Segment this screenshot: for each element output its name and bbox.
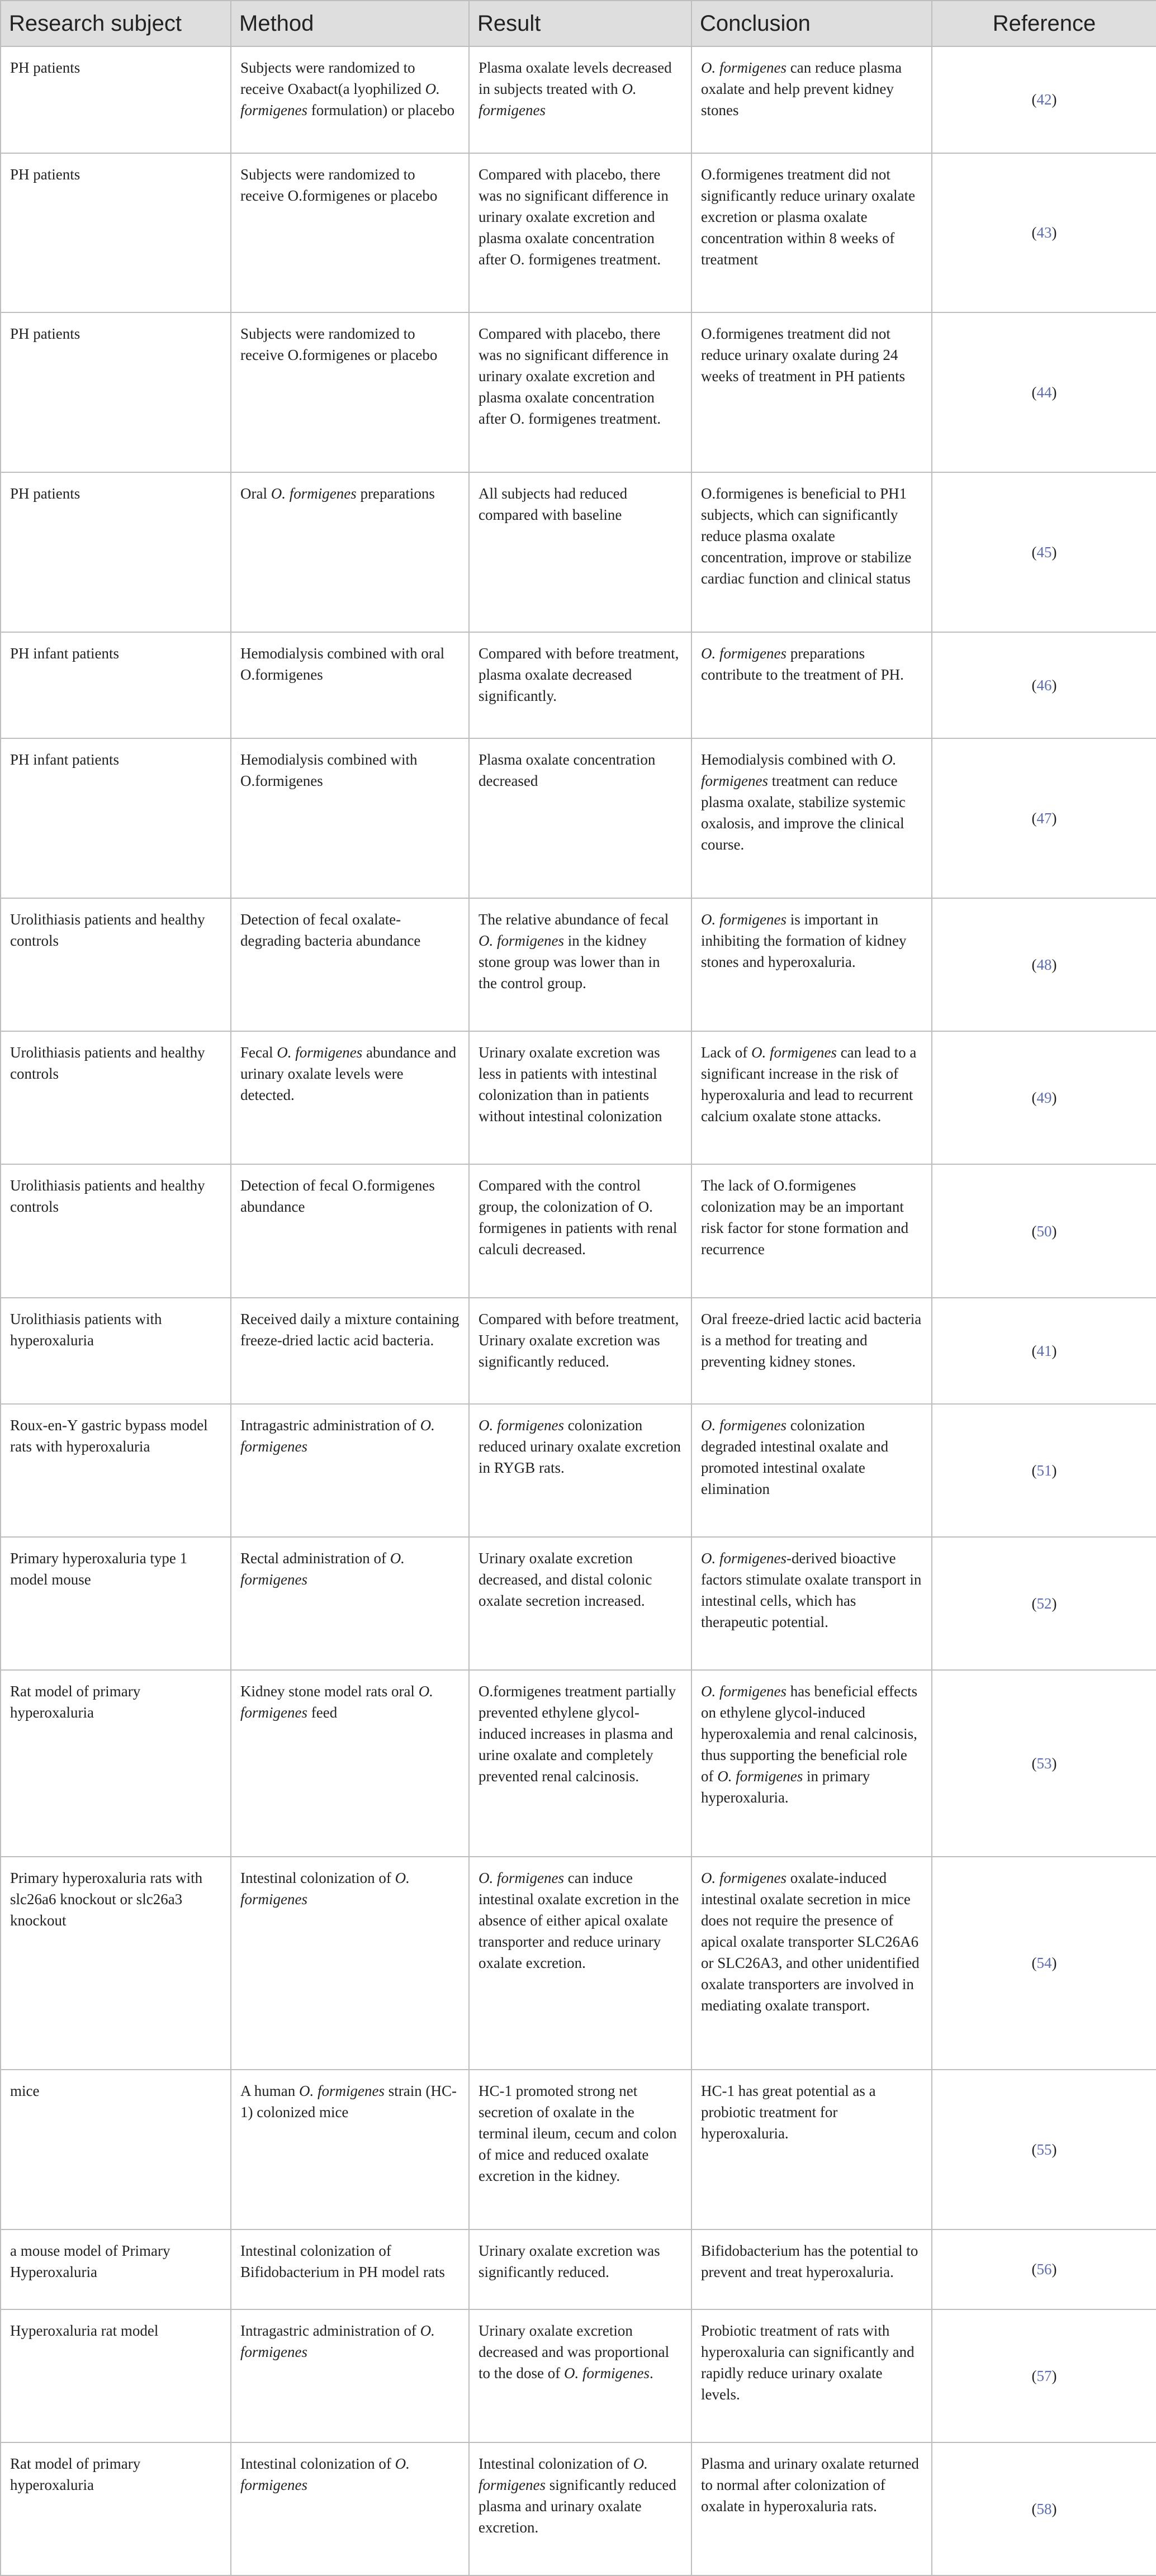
table-row <box>1 898 1156 1031</box>
cell-conclusion: Probiotic treatment of rats with hyperoxaluria can significantly and rapidly reduce urinary oxalate levels. <box>691 2309 932 2442</box>
cell-result: O. formigenes colonization reduced urinary oxalate excretion in RYGB rats. <box>469 1404 691 1537</box>
cell-result: O. formigenes can induce intestinal oxalate excretion in the absence of either apical oxalate transporter and reduce urinary oxalate excretion. <box>469 1857 691 2070</box>
cell-research-subject: Rat model of primary hyperoxaluria <box>1 1670 231 1856</box>
cell-result: HC-1 promoted strong net secretion of oxalate in the terminal ileum, cecum and colon of mice and reduced oxalate excretion in the kidney. <box>469 2070 691 2229</box>
cell-result: Compared with before treatment, plasma oxalate decreased significantly. <box>469 632 691 739</box>
table-row <box>1 1857 1156 2070</box>
table-row <box>1 153 1156 313</box>
cell-reference: (42) <box>932 46 1156 153</box>
reference-link[interactable]: 55 <box>1036 2141 1052 2158</box>
table-row <box>1 46 1156 153</box>
cell-method: Intragastric administration of O. formigenes <box>231 1404 469 1537</box>
cell-result: Compared with placebo, there was no significant difference in urinary oxalate excretion and plasma oxalate concentration after O. formigenes treatment. <box>469 153 691 313</box>
header-result: Result <box>469 1 691 46</box>
reference-link[interactable]: 53 <box>1036 1755 1052 1772</box>
reference-link[interactable]: 52 <box>1036 1595 1052 1612</box>
cell-conclusion: O. formigenes colonization degraded intestinal oxalate and promoted intestinal oxalate elimination <box>691 1404 932 1537</box>
reference-link[interactable]: 46 <box>1036 677 1052 694</box>
cell-method: Detection of fecal O.formigenes abundance <box>231 1164 469 1297</box>
cell-research-subject: PH infant patients <box>1 738 231 898</box>
cell-research-subject: mice <box>1 2070 231 2229</box>
cell-conclusion: O. formigenes-derived bioactive factors stimulate oxalate transport in intestinal cells, which has therapeutic potential. <box>691 1537 932 1670</box>
cell-reference: (46) <box>932 632 1156 739</box>
cell-research-subject: Primary hyperoxaluria rats with slc26a6 knockout or slc26a3 knockout <box>1 1857 231 2070</box>
cell-research-subject: PH patients <box>1 153 231 313</box>
cell-conclusion: O. formigenes is important in inhibiting the formation of kidney stones and hyperoxaluria. <box>691 898 932 1031</box>
table-row <box>1 1670 1156 1856</box>
table-row <box>1 1298 1156 1405</box>
cell-method: Rectal administration of O. formigenes <box>231 1537 469 1670</box>
cell-method: Subjects were randomized to receive O.formigenes or placebo <box>231 153 469 313</box>
cell-conclusion: HC-1 has great potential as a probiotic treatment for hyperoxaluria. <box>691 2070 932 2229</box>
cell-conclusion: Lack of O. formigenes can lead to a significant increase in the risk of hyperoxaluria and lead to recurrent calcium oxalate stone attacks. <box>691 1031 932 1164</box>
cell-result: All subjects had reduced compared with baseline <box>469 472 691 632</box>
cell-reference: (53) <box>932 1670 1156 1856</box>
cell-method: Intestinal colonization of Bifidobacterium in PH model rats <box>231 2229 469 2309</box>
cell-result: Urinary oxalate excretion was significantly reduced. <box>469 2229 691 2309</box>
table-row <box>1 312 1156 472</box>
cell-conclusion: Plasma and urinary oxalate returned to normal after colonization of oxalate in hyperoxaluria rats. <box>691 2442 932 2575</box>
reference-link[interactable]: 45 <box>1036 543 1052 561</box>
cell-research-subject: PH infant patients <box>1 632 231 739</box>
table-row <box>1 1164 1156 1297</box>
cell-reference: (47) <box>932 738 1156 898</box>
header-research-subject: Research subject <box>1 1 231 46</box>
cell-method: Subjects were randomized to receive O.formigenes or placebo <box>231 312 469 472</box>
reference-link[interactable]: 42 <box>1036 91 1052 108</box>
cell-method: Detection of fecal oxalate-degrading bacteria abundance <box>231 898 469 1031</box>
cell-research-subject: Rat model of primary hyperoxaluria <box>1 2442 231 2575</box>
table-row <box>1 2229 1156 2309</box>
cell-conclusion: The lack of O.formigenes colonization may be an important risk factor for stone formation and recurrence <box>691 1164 932 1297</box>
cell-reference: (55) <box>932 2070 1156 2229</box>
reference-link[interactable]: 58 <box>1036 2500 1052 2517</box>
cell-result: Urinary oxalate excretion was less in patients with intestinal colonization than in patients without intestinal colonization <box>469 1031 691 1164</box>
cell-conclusion: Bifidobacterium has the potential to prevent and treat hyperoxaluria. <box>691 2229 932 2309</box>
reference-link[interactable]: 57 <box>1036 2367 1052 2384</box>
cell-conclusion: O.formigenes is beneficial to PH1 subjects, which can significantly reduce plasma oxalate concentration, improve or stabilize cardiac function and clinical status <box>691 472 932 632</box>
cell-reference: (45) <box>932 472 1156 632</box>
cell-result: Plasma oxalate concentration decreased <box>469 738 691 898</box>
cell-conclusion: Hemodialysis combined with O. formigenes treatment can reduce plasma oxalate, stabilize systemic oxalosis, and improve the clinical course. <box>691 738 932 898</box>
cell-research-subject: a mouse model of Primary Hyperoxaluria <box>1 2229 231 2309</box>
cell-reference: (48) <box>932 898 1156 1031</box>
cell-reference: (57) <box>932 2309 1156 2442</box>
cell-result: O.formigenes treatment partially prevented ethylene glycol-induced increases in plasma and urine oxalate and completely prevented renal calcinosis. <box>469 1670 691 1856</box>
cell-conclusion: O.formigenes treatment did not reduce urinary oxalate during 24 weeks of treatment in PH patients <box>691 312 932 472</box>
table-row <box>1 632 1156 739</box>
reference-link[interactable]: 49 <box>1036 1089 1052 1107</box>
cell-conclusion: Oral freeze-dried lactic acid bacteria is a method for treating and preventing kidney stones. <box>691 1298 932 1405</box>
cell-research-subject: PH patients <box>1 46 231 153</box>
cell-method: Kidney stone model rats oral O. formigenes feed <box>231 1670 469 1856</box>
cell-research-subject: Urolithiasis patients and healthy controls <box>1 1164 231 1297</box>
cell-result: Compared with the control group, the colonization of O. formigenes in patients with renal calculi decreased. <box>469 1164 691 1297</box>
cell-reference: (50) <box>932 1164 1156 1297</box>
cell-reference: (41) <box>932 1298 1156 1405</box>
cell-research-subject: Urolithiasis patients and healthy controls <box>1 1031 231 1164</box>
cell-research-subject: Urolithiasis patients and healthy controls <box>1 898 231 1031</box>
cell-result: Intestinal colonization of O. formigenes significantly reduced plasma and urinary oxalate excretion. <box>469 2442 691 2575</box>
cell-method: Received daily a mixture containing freeze-dried lactic acid bacteria. <box>231 1298 469 1405</box>
cell-reference: (56) <box>932 2229 1156 2309</box>
table-row <box>1 2309 1156 2442</box>
header-row <box>1 1 1156 46</box>
cell-method: Intragastric administration of O. formigenes <box>231 2309 469 2442</box>
cell-result: The relative abundance of fecal O. formigenes in the kidney stone group was lower than in the control group. <box>469 898 691 1031</box>
cell-research-subject: PH patients <box>1 472 231 632</box>
cell-method: Hemodialysis combined with O.formigenes <box>231 738 469 898</box>
reference-link[interactable]: 50 <box>1036 1222 1052 1240</box>
cell-result: Compared with placebo, there was no significant difference in urinary oxalate excretion and plasma oxalate concentration after O. formigenes treatment. <box>469 312 691 472</box>
reference-link[interactable]: 54 <box>1036 1954 1052 1972</box>
reference-link[interactable]: 44 <box>1036 384 1052 401</box>
table-row <box>1 2442 1156 2575</box>
cell-research-subject: Primary hyperoxaluria type 1 model mouse <box>1 1537 231 1670</box>
cell-research-subject: Hyperoxaluria rat model <box>1 2309 231 2442</box>
table-row <box>1 2070 1156 2229</box>
cell-conclusion: O. formigenes has beneficial effects on ethylene glycol-induced hyperoxalemia and renal calcinosis, thus supporting the beneficial role of O. formigenes in primary hyperoxaluria. <box>691 1670 932 1856</box>
cell-result: Compared with before treatment, Urinary oxalate excretion was significantly reduced. <box>469 1298 691 1405</box>
cell-result: Urinary oxalate excretion decreased, and distal colonic oxalate secretion increased. <box>469 1537 691 1670</box>
cell-result: Urinary oxalate excretion decreased and was proportional to the dose of O. formigenes. <box>469 2309 691 2442</box>
reference-link[interactable]: 56 <box>1036 2261 1052 2278</box>
cell-research-subject: Urolithiasis patients with hyperoxaluria <box>1 1298 231 1405</box>
cell-reference: (44) <box>932 312 1156 472</box>
table-row <box>1 472 1156 632</box>
cell-result: Plasma oxalate levels decreased in subjects treated with O. formigenes <box>469 46 691 153</box>
reference-link[interactable]: 47 <box>1036 810 1052 827</box>
cell-method: Hemodialysis combined with oral O.formigenes <box>231 632 469 739</box>
cell-method: Oral O. formigenes preparations <box>231 472 469 632</box>
cell-conclusion: O.formigenes treatment did not significantly reduce urinary oxalate excretion or plasma oxalate concentration within 8 weeks of treatment <box>691 153 932 313</box>
cell-method: Intestinal colonization of O. formigenes <box>231 1857 469 2070</box>
table-row <box>1 1404 1156 1537</box>
cell-reference: (49) <box>932 1031 1156 1164</box>
cell-reference: (43) <box>932 153 1156 313</box>
cell-conclusion: O. formigenes preparations contribute to the treatment of PH. <box>691 632 932 739</box>
cell-method: Subjects were randomized to receive Oxabact(a lyophilized O. formigenes formulation) or placebo <box>231 46 469 153</box>
table-row <box>1 1031 1156 1164</box>
cell-research-subject: PH patients <box>1 312 231 472</box>
cell-research-subject: Roux-en-Y gastric bypass model rats with hyperoxaluria <box>1 1404 231 1537</box>
cell-reference: (54) <box>932 1857 1156 2070</box>
reference-link[interactable]: 43 <box>1036 224 1052 241</box>
cell-conclusion: O. formigenes oxalate-induced intestinal oxalate secretion in mice does not require the presence of apical oxalate transporter SLC26A6 or SLC26A3, and other unidentified oxalate transporters are involved in mediating oxalate transport. <box>691 1857 932 2070</box>
table-row <box>1 1537 1156 1670</box>
header-reference: Reference <box>932 1 1156 46</box>
cell-method: Fecal O. formigenes abundance and urinary oxalate levels were detected. <box>231 1031 469 1164</box>
cell-method: A human O. formigenes strain (HC-1) colonized mice <box>231 2070 469 2229</box>
reference-link[interactable]: 51 <box>1036 1462 1052 1479</box>
reference-link[interactable]: 41 <box>1036 1342 1052 1359</box>
cell-conclusion: O. formigenes can reduce plasma oxalate and help prevent kidney stones <box>691 46 932 153</box>
header-conclusion: Conclusion <box>691 1 932 46</box>
table-row <box>1 738 1156 898</box>
cell-reference: (51) <box>932 1404 1156 1537</box>
reference-link[interactable]: 48 <box>1036 956 1052 974</box>
cell-reference: (52) <box>932 1537 1156 1670</box>
cell-method: Intestinal colonization of O. formigenes <box>231 2442 469 2575</box>
cell-reference: (58) <box>932 2442 1156 2575</box>
header-method: Method <box>231 1 469 46</box>
